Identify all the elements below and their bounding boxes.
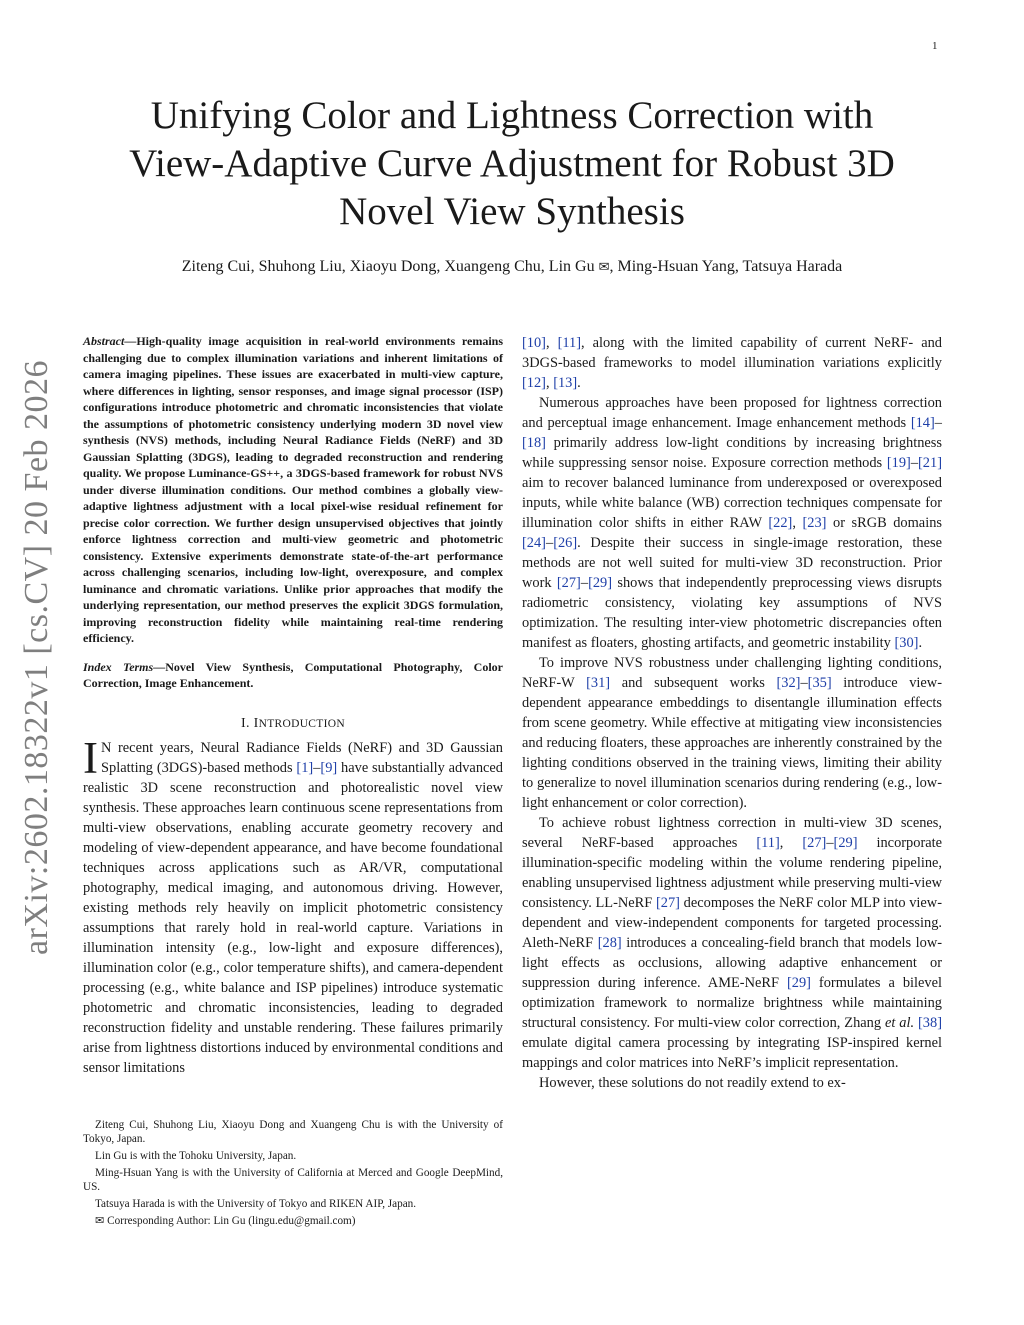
text-run: and subsequent works [610,675,777,691]
citation-link[interactable]: [14] [910,415,935,431]
text-run: , [779,835,803,851]
citation-link[interactable]: [24] [522,535,546,551]
citation-link[interactable]: [35] [807,675,832,691]
text-run: – [910,455,919,471]
citation-link[interactable]: [29] [833,835,858,851]
text-run: . [918,635,923,651]
footnote: Tatsuya Harada is with the University of Tokyo and RIKEN AIP, Japan. [95,1198,417,1210]
section-title-initial: I [253,715,259,731]
citation-link[interactable]: [9] [320,759,338,776]
intro-paragraph-5: However, these solutions do not readily extend to ex- [539,1075,846,1091]
footnote: Lin Gu is with the Tohoku University, Japan. [95,1150,297,1162]
intro-paragraph-1-continued [522,333,942,393]
citation-link[interactable]: [10] [522,335,546,351]
text-run: To achieve robust lightness correction in multi-view 3D scenes, several NeRF-based approaches [522,815,942,851]
text-run: introduce view-dependent appearance embeddings to disentangle illumination effects from scene geometry. While effective at mitigating view inconsistencies and reducing floaters, these approaches are inherently constrained by the lighting conditions observed in the training views, limiting their ability to generalize to novel illumination scenarios during rendering (e.g., low-light enhancement or color correction). [522,675,942,811]
text-run: emulate digital camera processing by integrating ISP-inspired kernel mappings and color matrices into NeRF’s implicit representation. [522,1035,942,1071]
page-number: 1 [932,40,938,52]
dropcap-letter: I [83,732,98,783]
title-line: Novel View Synthesis [339,190,685,233]
text-run: To improve NVS robustness under challenging lighting conditions, NeRF-W [522,655,942,691]
envelope-icon: ✉ [598,259,610,274]
text-run: – [313,759,321,776]
citation-link[interactable]: [29] [786,975,811,991]
text-run: . [577,375,581,391]
emphasis-et-al: et al. [884,1015,915,1031]
text-run: decomposes the NeRF color MLP into view-dependent and view-independent components for targeted processing. Aleth-NeRF [522,895,942,951]
text-run: introduces a concealing-field branch that models low-light effects as occlusions, allowing adaptive enhancement or suppression during inference. AME-NeRF [522,935,943,991]
arxiv-identifier-stamp[interactable]: arXiv:2602.18322v1 [cs.CV] 20 Feb 2026 [18,359,55,955]
index-terms-text: Novel View Synthesis, Computational Photography, Color Correction, Image Enhancement. [83,659,503,690]
abstract-label: Abstract— [83,334,137,348]
citation-link[interactable]: [31] [586,675,611,691]
text-run: aim to recover balanced luminance from underexposed or overexposed inputs, while white balance (WB) correction techniques compensate for illumination color shifts in either RAW [522,475,942,531]
corresponding-author-footnote [83,1214,503,1228]
citation-link[interactable]: [19] [886,455,911,471]
citation-link[interactable]: [27] [556,575,581,591]
text-run: shows that independently preprocessing views disrupts radiometric consistency, violating key assumptions of NVS optimization. The resulting inter-view photometric discrepancies often manifest as floaters, ghosting artifacts, and geometric instability [522,575,942,651]
intro-paragraph-4 [522,813,942,1073]
text-run: incorporate illumination-specific modeling within the volume rendering pipeline, enabling unsupervised lightness adjustment while preserving multi-view consistency. LL-NeRF [522,835,943,911]
abstract [83,333,503,647]
citation-link[interactable]: [22] [768,515,793,531]
citation-link[interactable]: [18] [522,435,546,451]
citation-link[interactable]: [12] [522,375,546,391]
intro-paragraph-1 [83,732,503,1078]
left-column [83,333,503,1078]
intro-paragraph-3 [522,653,942,813]
citation-link[interactable]: [23] [802,515,827,531]
footnote: Ming-Hsuan Yang is with the University of California at Merced and Google DeepMind, US. [83,1167,503,1193]
citation-link[interactable]: [27] [802,835,827,851]
citation-link[interactable]: [38] [918,1015,942,1031]
text-run: . Despite their success in single-image restoration, these methods are not well suited for multi-view 3D reconstruction. Prior work [522,535,942,591]
text-run: primarily address low-light conditions by increasing brightness while suppressing sensor noise. Exposure correction methods [522,435,942,471]
citation-link[interactable]: [32] [776,675,801,691]
authors-part-1: Ziteng Cui, Shuhong Liu, Xiaoyu Dong, Xuangeng Chu, Lin Gu [181,258,599,275]
intro-paragraph-2 [522,393,942,653]
text-run: , [545,375,554,391]
footnotes [83,1118,503,1231]
title-line: Unifying Color and Lightness Correction with [150,94,874,137]
text-run: – [580,575,589,591]
title-line: View-Adaptive Curve Adjustment for Robust 3D [129,142,895,185]
right-column [522,333,942,1093]
citation-link[interactable]: [27] [655,895,680,911]
text-run: , [545,335,558,351]
citation-link[interactable]: [28] [597,935,622,951]
citation-link[interactable]: [21] [918,455,942,471]
authors-part-2: , Ming-Hsuan Yang, Tatsuya Harada [609,258,843,275]
footnote: Ziteng Cui, Shuhong Liu, Xiaoyu Dong and Xuangeng Chu is with the University of Tokyo, Japan. [83,1119,503,1145]
abstract-text: High-quality image acquisition in real-world environments remains challenging due to complex illumination variations and inherent limitations of camera imaging pipelines. These issues are exacerbated in multi-view capture, where differences in lighting, sensor responses, and image signal processor (ISP) configurations introduce photometric and chromatic inconsistencies that violate the assumptions of photometric consistency underlying modern 3D novel view synthesis (NVS) methods, including Neural Radiance Fields (NeRF) and 3D Gaussian Splatting (3DGS), leading to degraded reconstruction and rendering quality. We propose Luminance-GS++, a 3DGS-based framework for robust NVS under diverse illumination conditions. Our method combines a globally view-adaptive lightness adjustment with a local pixel-wise residual refinement for precise color correction. We further design unsupervised objectives that jointly enforce lightness correction and multi-view geometric and photometric consistency. Extensive experiments demonstrate state-of-the-art performance across challenging scenarios, including low-light, overexposure, and complex luminance and chromatic variations. Unlike prior approaches that modify the underlying representation, our method preserves the explicit 3DGS formulation, improving reconstruction fidelity while maintaining real-time rendering efficiency. [83,334,503,645]
text-run: – [800,675,808,691]
citation-link[interactable]: [11] [756,835,780,851]
text-run: formulates a bilevel optimization framework to normalize brightness while maintaining structural consistency. For multi-view color correction, Zhang [522,975,942,1031]
index-terms [83,659,503,692]
citation-link[interactable]: [29] [588,575,613,591]
envelope-icon: ✉ [95,1215,105,1227]
text-run: Numerous approaches have been proposed for lightness correction and perceptual image enhancement. Image enhancement methods [522,395,942,431]
citation-link[interactable]: [13] [553,375,578,391]
citation-link[interactable]: [30] [894,635,919,651]
author-list [60,258,964,276]
text-run: – [545,535,554,551]
section-title-rest: NTRODUCTION [258,717,345,730]
text-run: N recent years, Neural Radiance Fields (NeRF) and 3D Gaussian Splatting (3DGS)-based methods [101,739,503,776]
text-run: or sRGB domains [826,515,942,531]
index-terms-label: Index Terms— [83,659,166,674]
paper-title [100,92,924,236]
introduction-body-left [83,732,503,1078]
section-number: I. [241,715,250,731]
citation-link[interactable]: [11] [557,335,582,351]
text-run: , along with the limited capability of current NeRF- and 3DGS-based frameworks to model illumination variations explicitly [522,335,942,371]
citation-link[interactable]: [1] [296,759,314,776]
corresponding-author-text: Corresponding Author: Lin Gu (lingu.edu@gmail.com) [104,1215,356,1227]
citation-link[interactable]: [26] [553,535,578,551]
text-run: – [826,835,834,851]
text-run: have substantially advanced realistic 3D scene reconstruction and photorealistic novel view synthesis. These approaches learn continuous scene representations from multi-view observations, enabling accurate geometry recovery and modeling of view-dependent appearance, and have become foundational techniques across applications such as AR/VR, computational photography, medical imaging, and autonomous driving. However, existing methods rely heavily on implicit photometric consistency assumptions that rarely hold in real-world capture. Variations in illumination intensity (e.g., low-light and exposure differences), illumination color (e.g., color temperature shifts), and camera-dependent processing (e.g., white balance and ISP pipelines) introduce systematic photometric and chromatic inconsistencies, leading to degraded reconstruction fidelity and unstable rendering. These failures primarily arise from lightness distortions induced by environmental conditions and sensor limitations [83,759,503,1076]
section-heading-introduction [83,716,503,732]
text-run: – [934,415,942,431]
text-run: , [792,515,803,531]
